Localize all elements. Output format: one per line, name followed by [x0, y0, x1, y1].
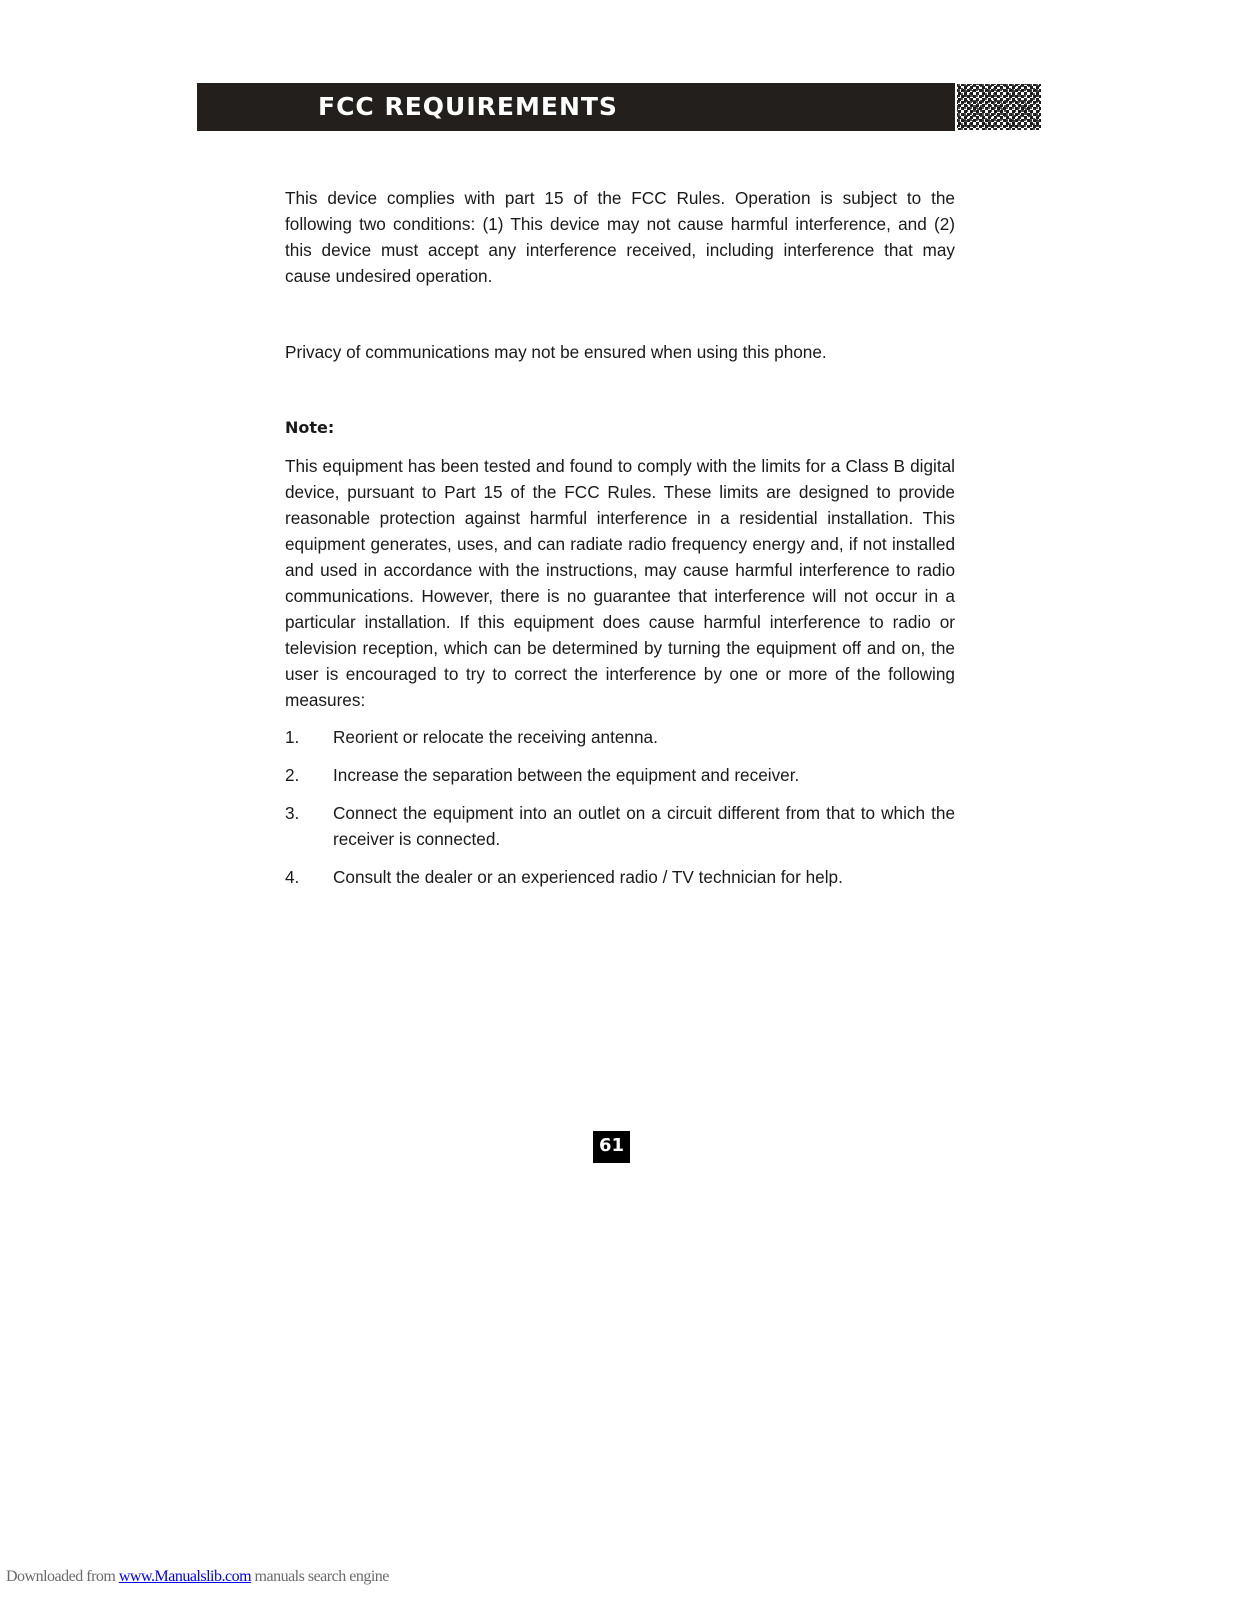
list-item [285, 800, 955, 852]
list-item-number: 4. [285, 867, 300, 887]
header-bar [197, 83, 957, 131]
manualslib-link[interactable]: www.Manualslib.com [118, 1568, 252, 1585]
download-footer [6, 1568, 389, 1586]
list-item [285, 762, 955, 788]
main-content [285, 185, 955, 902]
note-heading: Note: [285, 418, 335, 437]
list-item-number: 2. [285, 765, 300, 785]
measures-list [285, 724, 955, 890]
list-item-text: Consult the dealer or an experienced radio / TV technician for help. [333, 867, 843, 887]
checker-pattern-icon [955, 83, 1043, 131]
list-item-text: Connect the equipment into an outlet on a circuit different from that to which the receiver is connected. [333, 803, 955, 849]
list-item-number: 3. [285, 803, 300, 823]
list-item-text: Increase the separation between the equipment and receiver. [333, 765, 800, 785]
footer-prefix: Downloaded from [6, 1568, 119, 1585]
page-number: 61 [593, 1131, 630, 1163]
list-item-text: Reorient or relocate the receiving antenna. [333, 727, 658, 747]
footer-suffix: manuals search engine [251, 1568, 389, 1585]
privacy-paragraph: Privacy of communications may not be ensured when using this phone. [285, 342, 827, 362]
list-item [285, 864, 955, 890]
page-title: FCC REQUIREMENTS [318, 92, 618, 121]
list-item [285, 724, 955, 750]
compliance-paragraph: This device complies with part 15 of the FCC Rules. Operation is subject to the following two conditions: (1) This device may not cause harmful interference, and (2) this device must accept any interference received, including interference that may cause undesired operation. [285, 188, 955, 286]
note-paragraph: This equipment has been tested and found to comply with the limits for a Class B digital device, pursuant to Part 15 of the FCC Rules. These limits are designed to provide reasonable protection against harmful interference in a residential installation. This equipment generates, uses, and can radiate radio frequency energy and, if not installed and used in accordance with the instructions, may cause harmful interference to radio communications. However, there is no guarantee that interference will not occur in a particular installation. If this equipment does cause harmful interference to radio or television reception, which can be determined by turning the equipment off and on, the user is encouraged to try to correct the interference by one or more of the following measures: [285, 456, 955, 710]
list-item-number: 1. [285, 727, 300, 747]
